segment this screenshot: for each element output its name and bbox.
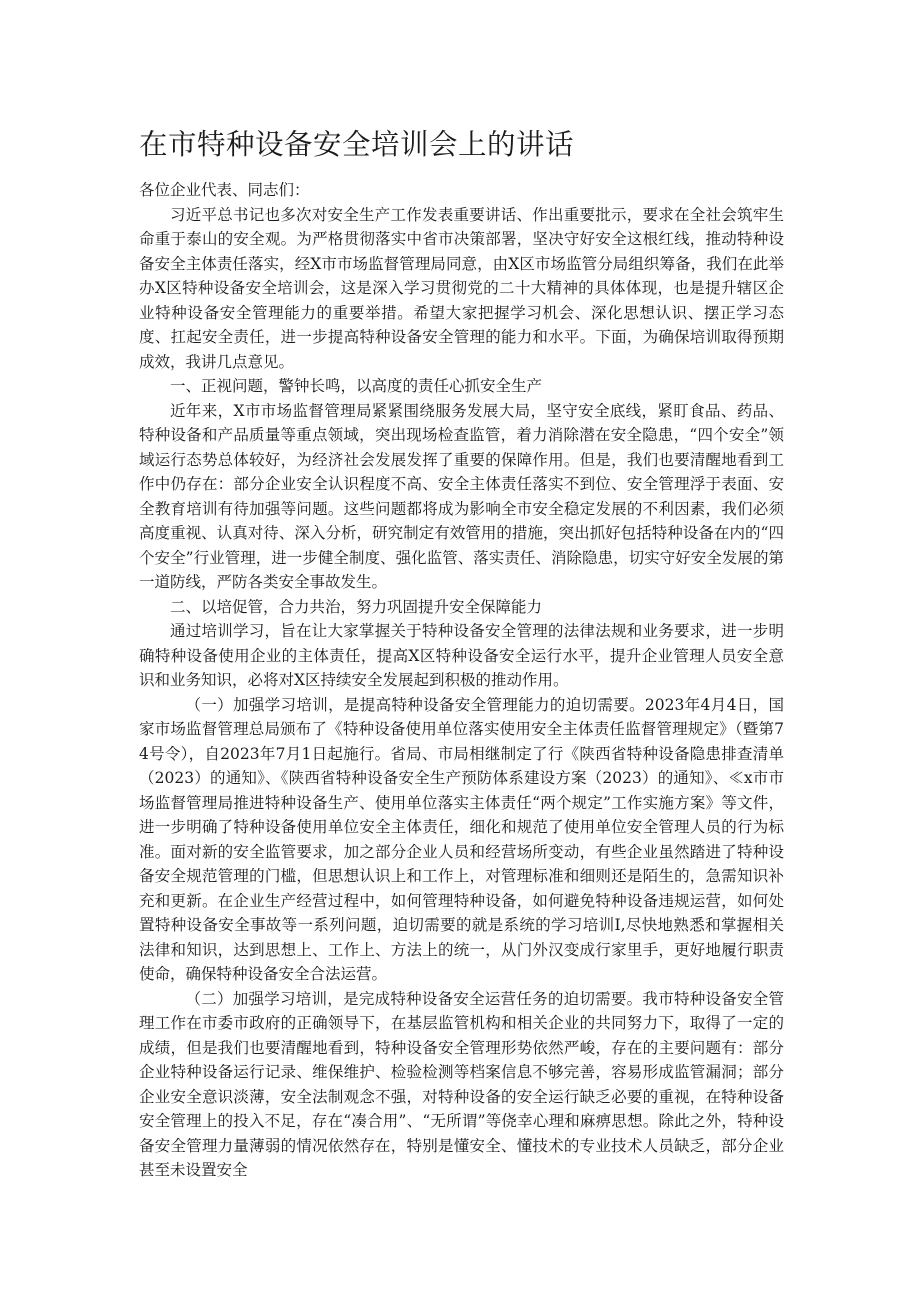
intro-paragraph: 习近平总书记也多次对安全生产工作发表重要讲话、作出重要批示，要求在全社会筑牢生命重于泰山的安全观。为严格贯彻落实中省市决策部署，坚决守好安全这根红线，推动特种设备安全主体责任落实，经X市市场监督管理局同意，由X区市场监管分局组织筹备，我们在此举办X区特种设备安全培训会，这是深入学习贯彻党的二十大精神的具体体现，也是提升辖区企业特种设备安全管理能力的重要举措。希望大家把握学习机会、深化思想认识、摆正学习态度、扛起安全责任，进一步提高特种设备安全管理的能力和水平。下面，为确保培训取得预期成效，我讲几点意见。 bbox=[139, 205, 784, 371]
salutation: 各位企业代表、同志们： bbox=[139, 181, 310, 199]
document-title: 在市特种设备安全培训会上的讲话 bbox=[139, 128, 575, 161]
section-1-paragraph: 近年来，X市市场监督管理局紧紧围绕服务发展大局，坚守安全底线，紧盯食品、药品、特种设备和产品质量等重点领域，突出现场检查监管，着力消除潜在安全隐患，“四个安全”领域运行态势总体较好，为经济社会发展发挥了重要的保障作用。但是，我们也要清醒地看到工作中仍存在：部分企业安全认识程度不高、安全主体责任落实不到位、安全管理浮于表面、安全教育培训有待加强等问题。这些问题都将成为影响全市安全稳定发展的不利因素，我们必须高度重视、认真对待、深入分析，研究制定有效管用的措施，突出抓好包括特种设备在内的“四个安全”行业管理，进一步健全制度、强化监管、落实责任、消除隐患，切实守好安全发展的第一道防线，严防各类安全事故发生。 bbox=[139, 401, 784, 591]
document-page bbox=[139, 120, 784, 1183]
subsection-2-paragraph: （二）加强学习培训，是完成特种设备安全运营任务的迫切需要。我市特种设备安全管理工作在市委市政府的正确领导下，在基层监管机构和相关企业的共同努力下，取得了一定的成绩，但是我们也要清醒地看到，特种设备安全管理形势依然严峻，存在的主要问题有：部分企业特种设备运行记录、维保维护、检验检测等档案信息不够完善，容易形成监管漏洞；部分企业安全意识淡薄，安全法制观念不强，对特种设备的安全运行缺乏必要的重视，在特种设备安全管理上的投入不足，存在“凑合用”、“无所谓”等侥幸心理和麻痹思想。除此之外，特种设备安全管理力量薄弱的情况依然存在，特别是懂安全、懂技术的专业技术人员缺乏，部分企业甚至未设置安全 bbox=[139, 989, 784, 1179]
section-2-heading: 二、以培促管，合力共治，努力巩固提升安全保障能力 bbox=[170, 597, 543, 616]
section-1-heading: 一、正视问题，警钟长鸣，以高度的责任心抓安全生产 bbox=[170, 377, 543, 395]
subsection-1-paragraph: （一）加强学习培训，是提高特种设备安全管理能力的迫切需要。2023年4月4日，国家市场监督管理总局颁布了《特种设备使用单位落实使用安全主体责任监督管理规定》（暨第74号令），自2023年7月1日起施行。省局、市局相继制定了行《陕西省特种设备隐患排查清单（2023）的通知》、《陕西省特种设备安全生产预防体系建设方案（2023）的通知》、≪x市市场监督管理局推进特种设备生产、使用单位落实主体责任“两个规定”工作实施方案》等文件，进一步明确了特种设备使用单位安全主体责任，细化和规范了使用单位安全管理人员的行为标准。面对新的安全监管要求，加之部分企业人员和经营场所变动，有些企业虽然踏进了特种设备安全规范管理的门槛，但思想认识上和工作上，对管理标准和细则还是陌生的，急需知识补充和更新。在企业生产经营过程中，如何管理特种设备，如何避免特种设备违规运营，如何处置特种设备安全事故等一系列问题，迫切需要的就是系统的学习培训I,尽快地熟悉和掌握相关法律和知识，达到思想上、工作上、方法上的统一，从门外汉变成行家里手，更好地履行职责使命，确保特种设备安全合法运营。 bbox=[139, 695, 784, 983]
section-2-paragraph: 通过培训学习，旨在让大家掌握关于特种设备安全管理的法律法规和业务要求，进一步明确特种设备使用企业的主体责任，提高X区特种设备安全运行水平，提升企业管理人员安全意识和业务知识，必将对X区持续安全发展起到积极的推动作用。 bbox=[139, 622, 784, 689]
